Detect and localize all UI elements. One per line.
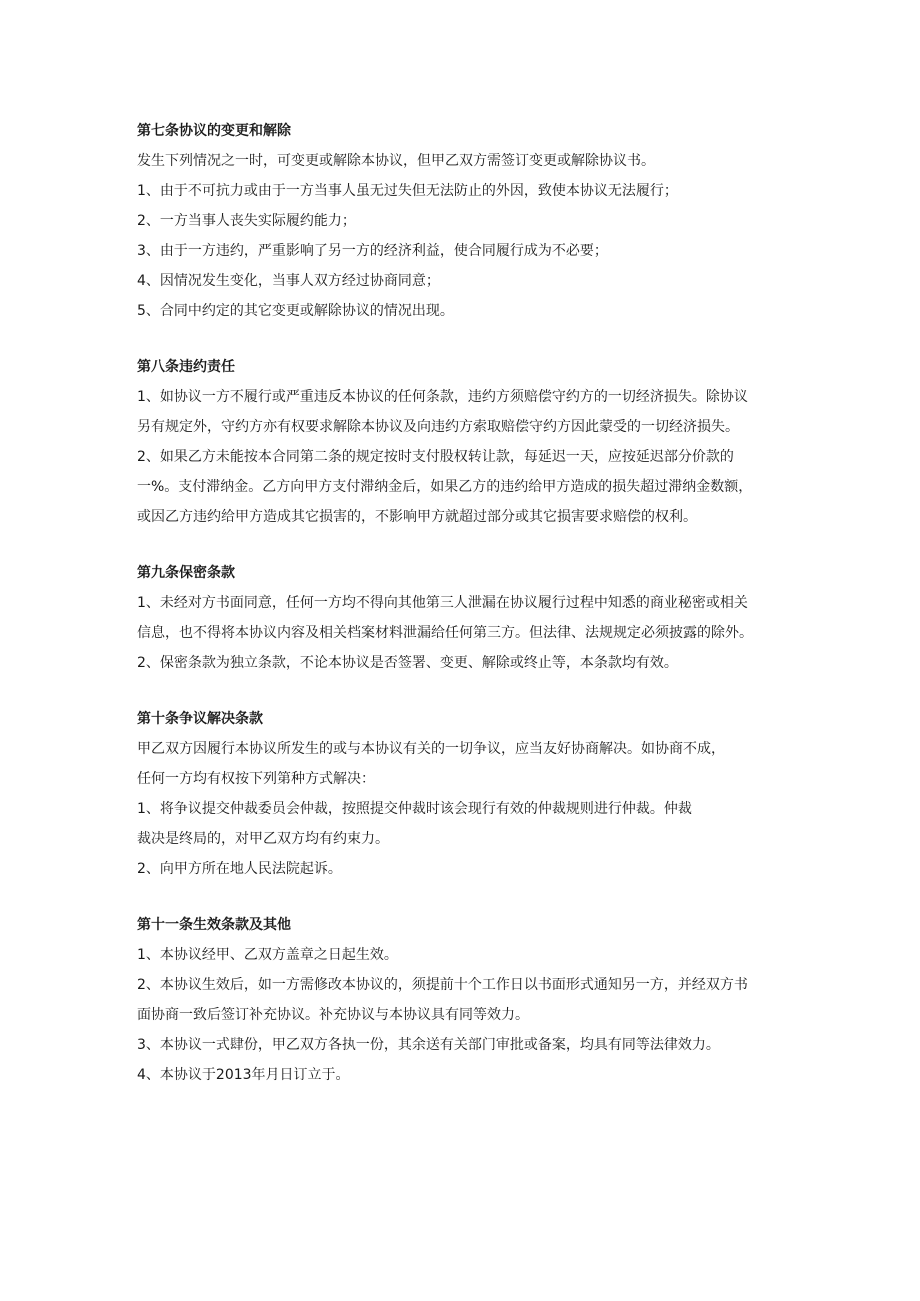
document-body [137, 116, 817, 1116]
section-article-9 [137, 558, 817, 678]
paragraph-line: 任何一方均有权按下列第种方式解决： [137, 771, 375, 787]
paragraph-line: 1、将争议提交仲裁委员会仲裁，按照提交仲裁时该会现行有效的仲裁规则进行仲裁。仲裁 [137, 801, 692, 817]
paragraph-line: 甲乙双方因履行本协议所发生的或与本协议有关的一切争议，应当友好协商解决。如协商不成， [137, 741, 725, 757]
section-article-8 [137, 352, 817, 532]
paragraph-line: 2、一方当事人丧失实际履约能力； [137, 213, 356, 229]
paragraph-line: 信息，也不得将本协议内容及相关档案材料泄漏给任何第三方。但法律、法规规定必须披露的除外。 [137, 625, 753, 641]
section-article-11 [137, 910, 817, 1090]
paragraph-line: 或因乙方违约给甲方造成其它损害的，不影响甲方就超过部分或其它损害要求赔偿的权利。 [137, 509, 697, 525]
paragraph-line: 1、未经对方书面同意，任何一方均不得向其他第三人泄漏在协议履行过程中知悉的商业秘密或相关 [137, 595, 748, 611]
section-heading: 第十一条生效条款及其他 [137, 917, 291, 933]
section-heading: 第九条保密条款 [137, 565, 235, 581]
section-heading: 第七条协议的变更和解除 [137, 123, 291, 139]
paragraph-line: 1、如协议一方不履行或严重违反本协议的任何条款，违约方须赔偿守约方的一切经济损失。除协议 [137, 389, 748, 405]
paragraph-line: 1、本协议经甲、乙双方盖章之日起生效。 [137, 947, 398, 963]
paragraph-line: 5、合同中约定的其它变更或解除协议的情况出现。 [137, 303, 454, 319]
paragraph-line: 4、因情况发生变化，当事人双方经过协商同意； [137, 273, 440, 289]
paragraph-line: 2、如果乙方未能按本合同第二条的规定按时支付股权转让款，每延迟一天，应按延迟部分价款的 [137, 449, 734, 465]
paragraph-line: 2、保密条款为独立条款，不论本协议是否签署、变更、解除或终止等，本条款均有效。 [137, 655, 678, 671]
paragraph-line: 另有规定外，守约方亦有权要求解除本协议及向违约方索取赔偿守约方因此蒙受的一切经济损失。 [137, 419, 739, 435]
section-article-10 [137, 704, 817, 884]
paragraph-line: 一%。支付滞纳金。乙方向甲方支付滞纳金后，如果乙方的违约给甲方造成的损失超过滞纳金数额， [137, 479, 753, 495]
section-heading: 第十条争议解决条款 [137, 711, 263, 727]
paragraph-line: 4、本协议于2013年月日订立于。 [137, 1067, 350, 1083]
paragraph-line: 2、向甲方所在地人民法院起诉。 [137, 861, 342, 877]
paragraph-line: 面协商一致后签订补充协议。补充协议与本协议具有同等效力。 [137, 1007, 529, 1023]
paragraph-line: 发生下列情况之一时，可变更或解除本协议，但甲乙双方需签订变更或解除协议书。 [137, 153, 655, 169]
paragraph-line: 裁决是终局的，对甲乙双方均有约束力。 [137, 831, 389, 847]
section-heading: 第八条违约责任 [137, 359, 235, 375]
paragraph-line: 2、本协议生效后，如一方需修改本协议的，须提前十个工作日以书面形式通知另一方，并经双方书 [137, 977, 748, 993]
section-article-7 [137, 116, 817, 326]
paragraph-line: 3、由于一方违约，严重影响了另一方的经济利益，使合同履行成为不必要； [137, 243, 608, 259]
paragraph-line: 3、本协议一式肆份，甲乙双方各执一份，其余送有关部门审批或备案，均具有同等法律效力。 [137, 1037, 720, 1053]
paragraph-line: 1、由于不可抗力或由于一方当事人虽无过失但无法防止的外因，致使本协议无法履行； [137, 183, 678, 199]
